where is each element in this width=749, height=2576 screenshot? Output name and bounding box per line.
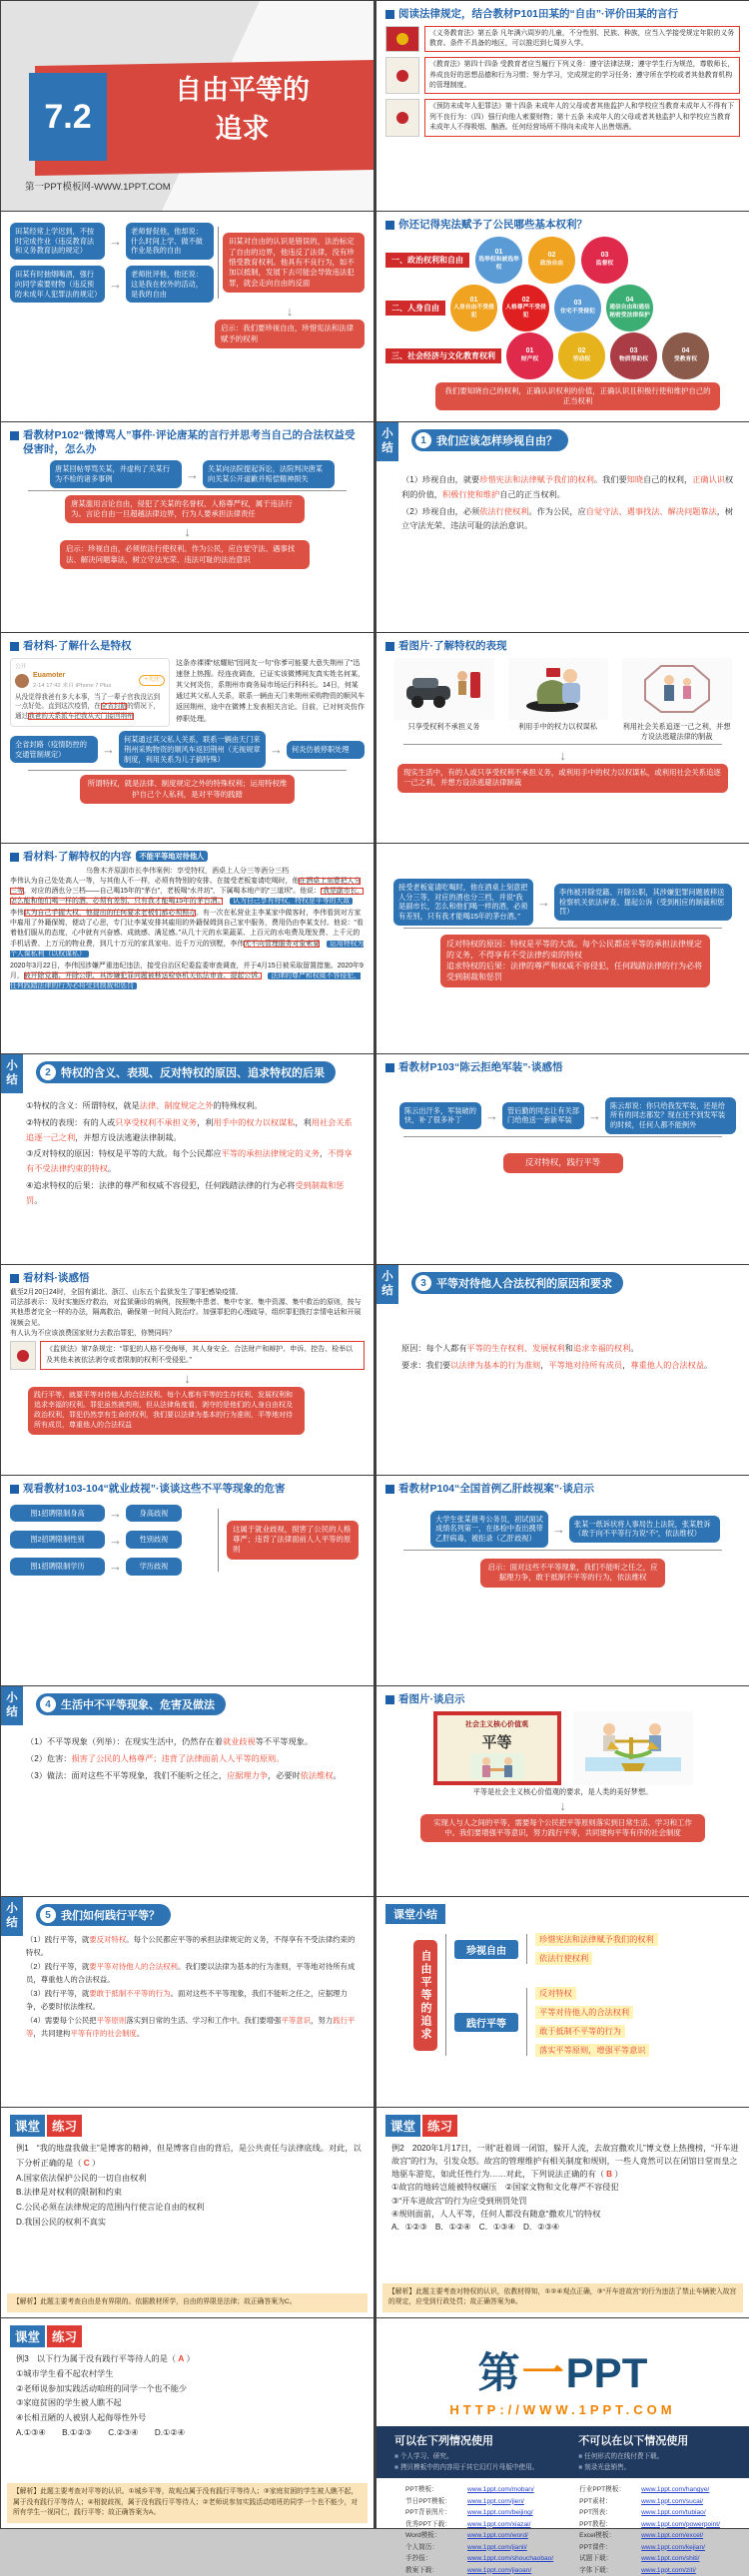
rights-group-label: 三、社会经济与文化教育权利 — [385, 348, 501, 363]
slide-summary-4[interactable] — [1, 1686, 374, 1896]
usage-band — [376, 2426, 749, 2478]
right-circle: 01 选举权和被选举权 — [475, 237, 522, 284]
title-bullet-icon — [385, 1063, 394, 1072]
case-subtitle: 乌鲁木齐原副市长李伟案例：享受特权，酒桌上人分三等酒分三档 — [86, 867, 289, 875]
link[interactable]: www.1ppt.com/jianli/ — [467, 2543, 527, 2551]
right-circle: 04 通信自由和通信秘密受法律保护 — [606, 285, 653, 331]
arrow-down-icon — [385, 749, 740, 762]
summary-title: 生活中不平等现象、危害及做法 — [61, 1699, 215, 1711]
flow-box: 何炎仿被停职处理 — [287, 741, 365, 759]
title-bullet-icon — [10, 642, 19, 651]
exercise-option[interactable]: ③家庭贫困的学生被人瞧不起 — [16, 2398, 122, 2408]
law-book-cover-prison-law — [10, 1341, 36, 1370]
summary-tab: 小结 — [1, 1686, 23, 1725]
summary-number: 4 — [40, 1696, 56, 1712]
summary-title-pill — [411, 1272, 623, 1294]
law-text: 《义务教育法》第五条 凡年满六周岁的儿童，不分性别、民族、种族，应当入学接受规定年限的义务教育。条件不具备的地区，可以推迟到七周岁入学。 — [424, 26, 740, 53]
handshake-illustration — [470, 1753, 524, 1779]
privilege-reason: 反对特权的原因：特权是平等的大敌。每个公民都应平等的承担法律规定的义务，不得享有不受法律约束的特权 — [446, 939, 702, 961]
answer-letter: C — [83, 2158, 90, 2168]
conclusion-box: 反对特权，践行平等 — [503, 1153, 623, 1173]
weibo-share-label: 公开 — [15, 663, 27, 670]
summary-paragraph: （2）危害：损害了公民的人格尊严；违背了法律面前人人平等的原则。 — [26, 1753, 285, 1763]
flow-box: 关某向法院提起诉讼，法院判决唐某向关某公开道歉并赔偿精神损失 — [203, 460, 335, 487]
link[interactable]: www.1ppt.com/powerpoint/ — [641, 2520, 720, 2528]
summary-title-pill — [411, 429, 568, 451]
link[interactable]: www.1ppt.com/shouchaobao/ — [467, 2555, 554, 2563]
conclusion-box: 启示：我们要珍视自由，珍惜宪法和法律赋予的权利 — [215, 320, 365, 348]
flow-box: 老师督促他，他却说：什么时间上学、做不做作业是我的自由 — [126, 223, 214, 260]
link[interactable]: www.1ppt.com/shiti/ — [641, 2555, 700, 2563]
link[interactable]: www.1ppt.com/excel/ — [641, 2532, 704, 2540]
summary-paragraph: （1）珍视自由，就要珍惜宪法和法律赋予我们的权利。我们要知晓自己的权利，正确认识权利的价值，积极行使和维护自己的正当权利。 — [401, 475, 734, 499]
conclusion-box: 实现人与人之间的平等，需要每个公民把平等原则落实到日常生活、学习和工作中。我们要增强平等意识，努力践行平等，共同建构平等有序的社会制度 — [420, 1814, 705, 1843]
cannot-use-item: ■ 刻录光盘销售。 — [578, 2462, 688, 2473]
weibo-username: Euamoter — [33, 672, 66, 680]
cartoon-caption: 利用社会关系追逐一己之利，并想方设法逃避法律的制裁 — [622, 721, 731, 741]
balance-scale-cartoon-image — [573, 1711, 693, 1785]
slide-title: 看材料·了解什么是特权 — [23, 640, 132, 652]
slide-exercise-1[interactable] — [1, 2108, 374, 2317]
can-use-item: ■ 拷贝模板中的内容用于其它幻灯片母版中使用。 — [394, 2462, 538, 2473]
analysis-box: 【解析】此题主要考查对平等的认识。①城乡平等，故观点属于没有践行平等待人；③家庭贫困的学生被人瞧不起，属于没有践行平等待人；④相貌歧视，属于没有践行平等待人；②老师说参加实践活动咱班的同学一个也不能少，对所有学生一视同仁，践行平等；故正确答案为A。 — [7, 2483, 368, 2523]
conclusion-box: 这属于就业歧视，损害了公民的人格尊严；违背了法律面前人人平等的原则 — [227, 1521, 359, 1560]
exercise-option[interactable]: A.①③④ B.①②③ C.②③④ D.①②④ — [16, 2427, 186, 2437]
conclusion-box: 现实生活中，有的人或只享受权利不承担义务，或利用手中的权力以权谋私，或利用社会关系追逐一己之利，并想方设法逃避法律制裁 — [397, 764, 728, 793]
summary-paragraph: 原因：每个人都有平等的生存权利、发展权利和追求幸福的权利。 — [401, 1344, 639, 1353]
summary-box: 我们要知晓自己的权利，正确认识权利的价值，正确认识且积极行使和维护自己的正当权利 — [435, 382, 720, 411]
arrow-right-icon — [186, 468, 199, 481]
arrow-right-icon — [109, 235, 122, 248]
analysis-box: 【解析】此题主要考查对特权的认识，依教材得知，①②④观点正确，③“开车进故宫”的行为违法了禁止车辆驶入故宫的规定，应受到行政处罚；故正确答案为B。 — [382, 2283, 743, 2312]
slide-exercise-2[interactable] — [376, 2108, 749, 2317]
brace-line — [403, 1136, 722, 1139]
slide-title: 看图片·了解特权的表现 — [398, 640, 507, 652]
tree-leaf: 落实平等原则，增强平等意识 — [535, 2044, 649, 2057]
case-paragraph: 2020年3月22日，李伟因涉嫌严重违纪违法，接受自治区纪委监委审查调查，并于4月15日被采取留置措施。2020年9月，被开除党籍、开除公职，其涉嫌犯罪问题被移送检察机关依法审查、提起公诉。 法律的尊严和权威不容侵犯，任何践踏法律的行为必将受到制裁和惩罚 — [10, 962, 364, 990]
cover-number: 7.2 — [29, 73, 107, 161]
law-text: 《教育法》第四十四条 受教育者应当履行下列义务：遵守法律法规；遵守学生行为规范，尊敬师长，养成良好的思想品德和行为习惯；努力学习，完成规定的学习任务；遵守所在学校或者其他教育机构的管理制度。 — [424, 57, 740, 94]
answer-letter: A — [178, 2354, 185, 2363]
national-emblem-icon — [17, 1350, 29, 1362]
weibo-post-card — [10, 658, 170, 728]
summary-title-pill — [36, 1904, 171, 1926]
cover-footer: 第一PPT模板网-WWW.1PPT.COM — [25, 182, 171, 193]
poster-line2: 平等 — [481, 1733, 512, 1751]
summary-paragraph: ③反对特权的原因：特权是平等的大敌。每个公民都应平等的承担法律规定的义务，不得享有不受法律约束的特权。 — [26, 1149, 353, 1174]
flow-box: 陈云出汗多，军装破的快，补了很多补丁 — [399, 1102, 481, 1129]
tree-node: 践行平等 — [454, 2013, 518, 2032]
summary-tab: 小结 — [1, 1054, 23, 1093]
flow-box: 性别歧视 — [126, 1531, 182, 1549]
brace-line — [526, 1934, 527, 1964]
summary-title: 我们如何践行平等？ — [61, 1910, 160, 1922]
right-circle: 03 住宅不受侵犯 — [554, 285, 601, 331]
arrow-right-icon — [102, 743, 115, 756]
avatar — [15, 674, 29, 688]
exercise-badge: 课堂 练习 — [10, 2115, 82, 2137]
flow-box: 老师批评他，他还说：这是我在校外的活动，是我的自由 — [126, 266, 214, 303]
slide-title: 看教材P104“全国首例乙肝歧视案”·谈启示 — [398, 1483, 595, 1495]
1ppt-logo: 第 一 PPT — [477, 2349, 648, 2396]
flow-box: 学历歧视 — [126, 1558, 182, 1576]
conclusion-box — [440, 935, 710, 987]
summary-paragraph: ②特权的表现：有的人或只享受权利不承担义务，利用手中的权力以权谋私，利用社会关系追逐一己之利，并想方设法逃避法律制裁。 — [26, 1117, 353, 1142]
national-emblem-icon — [396, 33, 408, 45]
privilege-consequence: 追求特权的后果：法律的尊严和权威不容侵犯，任何践踏法律的行为必将受到制裁和惩罚 — [446, 962, 702, 982]
flow-box: 大学生张某报考公务员，初试面试成绩名列第一，在体检中查出携带乙肝病毒，被拒录（乙肝歧视） — [430, 1511, 548, 1548]
right-circle: 04 受教育权 — [662, 332, 709, 379]
summary-paragraph: （1）践行平等，就要反对特权。每个公民都应平等的承担法律规定的义务，不得享有不受法律约束的特权。 — [26, 1935, 356, 1957]
note-tag: 不能平等地对待他人 — [136, 851, 209, 862]
law-book-cover-education — [385, 57, 419, 94]
flow-box: 图1招聘限制身高 — [10, 1505, 105, 1523]
slide-cover[interactable] — [1, 1, 374, 211]
core-values-poster-image — [433, 1711, 561, 1785]
brace-line — [28, 770, 347, 773]
link[interactable]: www.1ppt.com/word/ — [467, 2532, 528, 2540]
slide-privilege-what[interactable] — [1, 633, 374, 843]
slide-privilege-content[interactable] — [1, 844, 374, 1053]
link[interactable]: www.1ppt.com/jieri/ — [467, 2497, 524, 2505]
rights-group-label: 二、人身自由 — [385, 301, 445, 316]
arrow-right-icon — [109, 1507, 122, 1520]
flow-box: 唐某回帖辱骂关某，并虚构了关某行为不检的诸多事例 — [50, 460, 182, 487]
case-paragraph: 李伟认为自己手握大权，他提出的任何要求老板们都必须照办。有一次在私营业主李某家中做客时，李伟看到对方家中雇用了外籍保姆，便动了心思，专门让李某安排其雇用的外籍保姆到自己家中服务，费用仍由李某支付。他说：“看着他们服从的态度，心中就有兴奋感、成就感、满足感。”从几十元的水果蔬菜、上百元的水电费及理发费、上千元的手机话费、上万元的物业费，到几十万元的家具家电、近千万元的别墅，李伟无不向管理服务对象索要 运用特权为个人谋私利（以权谋私） — [10, 909, 365, 959]
arrow-down-icon — [385, 1799, 740, 1812]
pictures-caption: 平等是社会主义核心价值观的要求，是人类的美好梦想。 — [472, 1786, 653, 1796]
weibo-text: 从没觉得我爸有多大本事，当了一辈子官我没沾到一点好处。直到这次疫情，在全省封路的情况下，通过我爸的关系派车把我从天门接回荆州 — [15, 693, 161, 721]
exercise-option[interactable]: A.国家依法保护公民的一切自由权利 — [16, 2173, 147, 2183]
answer-letter: B — [606, 2170, 613, 2180]
title-bullet-icon — [385, 1485, 394, 1494]
case-paragraph: 司法部表示：及时实施医疗救治，对监狱确诊的病例，按照集中患者、集中专家、集中资源、集中救治的原则，按与其他患者完全一样的办法，隔离救治，确保第一时间入院治疗。加强罪犯的心理疏导，组织罪犯拨打亲情电话和开展视频会见。 — [10, 1299, 362, 1327]
title-bullet-icon — [385, 1695, 394, 1704]
conclusion-box: 启示：珍视自由，必须依法行使权利。作为公民，应自觉守法、遇事找法、解决问题靠法，树立守法光荣、违法可耻的法治意识 — [60, 540, 310, 569]
flow-box: 全省封路（疫情防控的交通管制规定） — [10, 736, 98, 763]
brace-line — [526, 1988, 527, 2056]
flow-box: 接受老板宴请吃喝时，他在酒桌上刻意把人分三等，对应的酒也分三档，并说“我是副市长，怎么和他们喝一样的酒，必须有差别，只有我才能喝15年的茅台酒。” — [393, 879, 533, 926]
tree-leaf: 平等对待他人的合法权利 — [535, 2006, 633, 2019]
follow-button[interactable]: +关注 — [139, 675, 165, 686]
summary-paragraph: （2）珍视自由，必须依法行使权利。作为公民，应自觉守法、遇事找法、解决问题靠法，树立守法光荣、违法可耻的法治意识。 — [401, 506, 734, 531]
prison-law-quote: 《监狱法》第7条规定：“罪犯的人格不受侮辱，其人身安全、合法财产和辩护、申诉、控告、检举以及其他未被依法剥夺或者限制的权利不受侵犯。” — [40, 1341, 365, 1370]
result-box: 唐某滥用言论自由，侵犯了关某的名誉权、人格尊严权，属于违法行为。言论自由一旦超越法律边界，行为人要承担法律责任 — [65, 495, 305, 524]
right-circle: 02 政治自由 — [528, 237, 575, 284]
exercise-question: 例3 以下行为属于没有践行平等待人的是（ A ） — [16, 2354, 195, 2363]
arrow-down-icon — [10, 525, 365, 538]
flow-box: 李伟被开除党籍、开除公职，其涉嫌犯罪问题被移送检察机关依法审查、提起公诉（受到相应的制裁和惩罚） — [554, 884, 732, 921]
flow-box: 张某一纸诉状将人事局告上法院，张某胜诉（敢于向不平等行为说“不”，依法维权） — [569, 1516, 720, 1543]
links-section: PPT模板： www.1ppt.com/moban/ 节日PPT模板： www.1ppt.com/jieri/ PPT背景图片： www.1ppt.com/beijing/ 优秀PPT下载： www.1ppt.com/xiazai/ Word模板： www.1ppt.com/word/ 个人简历： www.1ppt.com/jianli/ 手抄报： www.1ppt.com/shouchaobao/ 教案下载： www.1ppt.com/jiaoan/ 行业PPT模板： www.1ppt.com/hangye/ PPT素材： www.1ppt.com/sucai/ PPT图表： www.1ppt.com/tubiao/ PPT教程： www.1ppt.com/powerpoint/ Excel模板： www.1ppt.com/excel/ PPT课件： www.1ppt.com/kejian/ 试题下载： www.1ppt.com/shiti/ 字体下载： www.1ppt.com/ziti/ — [376, 2484, 749, 2576]
conclusion-box: 启示：面对这些不平等现象，我们不能听之任之，应据理力争，敢于抵制不平等的行为，依法维权 — [480, 1559, 665, 1588]
exercise-option[interactable]: ①城市学生看不起农村学生 — [16, 2368, 114, 2378]
exercise-option[interactable]: ③“开车进故宫”的行为应受到刑罚处罚 — [391, 2196, 527, 2206]
arrow-right-icon — [270, 743, 283, 756]
summary-tab: 小结 — [376, 1265, 398, 1304]
flow-box: 陈云却说：你只给我发军装，还是给所有的同志都发？现在还不到发军装的时候，任何人都不能例外 — [605, 1097, 736, 1134]
slide-lesson-summary[interactable] — [376, 1897, 749, 2107]
tree-leaf: 珍惜宪法和法律赋予我们的权利 — [535, 1933, 658, 1946]
law-text: 《预防未成年人犯罪法》第十四条 未成年人的父母或者其他监护人和学校应当教育未成年人不得有下列不良行为：（四）强行向他人索要财物；第十五条 未成年人的父母或者其他监护人和学校应当教育未成年人不得吸烟、酗酒。任何经营场所不得向未成年人出售烟酒。 — [424, 99, 740, 136]
slide-summary-2[interactable] — [1, 1054, 374, 1264]
national-emblem-icon — [396, 112, 408, 124]
link[interactable]: www.1ppt.com/tubiao/ — [641, 2509, 706, 2517]
arrow-right-icon — [109, 278, 122, 291]
slide-liwei-flow[interactable] — [376, 844, 749, 1053]
title-bullet-icon — [385, 221, 394, 230]
case-paragraph: 截至2月20日24时，全国有湖北、浙江、山东五个监狱发生了罪犯感染疫情。 — [10, 1288, 243, 1296]
summary-number: 2 — [40, 1064, 56, 1080]
link[interactable]: www.1ppt.com/sucai/ — [641, 2497, 704, 2505]
exercise-badge: 课堂 练习 — [385, 2115, 457, 2137]
tree-leaf: 反对特权 — [535, 1987, 576, 2000]
arrow-right-icon — [588, 1109, 601, 1122]
title-bullet-icon — [10, 1274, 19, 1283]
brace-line — [218, 227, 219, 299]
summary-number: 3 — [415, 1275, 431, 1291]
brace-line — [403, 744, 722, 747]
brace-line — [403, 1550, 722, 1553]
tree-root: 自由平等的追求 — [413, 1940, 437, 2051]
exercise-option[interactable]: ④长相丑陋的人被别人起侮辱性外号 — [16, 2413, 147, 2423]
slide-brand[interactable] — [376, 2318, 749, 2574]
exercise-badge: 课堂 练习 — [10, 2325, 82, 2347]
slide-hepatitis[interactable] — [376, 1476, 749, 1685]
cover-title-line2: 追求 — [215, 114, 270, 145]
arrow-down-icon — [10, 1372, 365, 1385]
summary-paragraph: ④追求特权的后果：法律的尊严和权威不容侵犯，任何践踏法律的行为必将受到制裁和惩罚。 — [26, 1180, 345, 1205]
law-book-cover-compulsory-education — [385, 26, 419, 53]
cartoon-caption: 只享受权利不承担义务 — [407, 721, 480, 731]
link[interactable]: www.1ppt.com/moban/ — [467, 2486, 534, 2493]
summary-title: 我们应该怎样珍视自由？ — [436, 435, 557, 447]
slide-discrimination[interactable] — [1, 1476, 374, 1685]
exercise-option[interactable]: A．①②③ B．①②④ C．①③④ D．②③④ — [391, 2222, 560, 2232]
summary-tab: 小结 — [1, 1897, 23, 1936]
link[interactable]: www.1ppt.com/hangye/ — [641, 2486, 710, 2493]
link[interactable]: www.1ppt.com/ziti/ — [641, 2566, 696, 2574]
exercise-option[interactable]: B.法律是对权利的限制和约束 — [16, 2188, 122, 2198]
summary-paragraph: ①特权的含义：所谓特权，就是法律、制度规定之外的特殊权利。 — [26, 1101, 263, 1110]
summary-paragraph: 要求：我们要以法律为基本的行为准则，平等地对待所有成员，尊重他人的合法权益。 — [401, 1360, 713, 1370]
summary-number: 5 — [40, 1907, 56, 1923]
slide-title: 看教材P102“微博骂人”事件·评论唐某的言行并思考当自己的合法权益受侵害时，怎么办 — [23, 429, 356, 455]
slide-title: 看图片·谈启示 — [398, 1693, 465, 1705]
link[interactable]: www.1ppt.com/beijing/ — [467, 2509, 533, 2517]
slide-title: 看材料·了解特权的内容 — [23, 851, 132, 863]
result-box: 田某对自由的认识是错误的，法治标定了自由的边界，他违反了法律，没有珍惜受教育权利。他具有不良行为，如不加以抵制，发展下去可能会导致违法犯罪，就会走向自由的反面 — [223, 233, 365, 293]
slide-tianmou-flow[interactable] — [1, 212, 374, 421]
slide-chenyun[interactable] — [376, 1054, 749, 1264]
summary-paragraph: （4）需要每个公民把平等原则落实到日常的生活、学习和工作中。我们要增强平等意识，努力践行平等，共同建构平等有序的社会制度。 — [26, 2016, 356, 2039]
cartoon-rights-without-duties-image — [394, 658, 494, 720]
case-question: 有人认为不应该浪费国家财力去救治罪犯，你赞同吗？ — [10, 1330, 176, 1338]
title-bullet-icon — [10, 853, 19, 862]
slide-summary-3[interactable] — [376, 1265, 749, 1475]
rights-group-label: 一、政治权利和自由 — [385, 253, 469, 268]
cartoon-caption: 利用手中的权力以权谋私 — [517, 721, 598, 731]
cover-title — [119, 71, 366, 149]
law-book-cover-juvenile-crime-prevention — [385, 99, 419, 136]
lesson-summary-header: 课堂小结 — [385, 1904, 445, 1924]
right-circle: 02 劳动权 — [558, 332, 605, 379]
arrow-right-icon — [552, 1523, 565, 1536]
slide-summary-5[interactable] — [1, 1897, 374, 2107]
slide-title: 阅读法律规定，结合教材P101田某的“自由”·评价田某的言行 — [398, 8, 679, 20]
arrow-down-icon — [215, 305, 365, 318]
arrow-right-icon — [485, 1109, 498, 1122]
flow-box: 图2招聘限制性别 — [10, 1531, 105, 1549]
summary-paragraph: （2）践行平等，就要平等对待他人的合法权利。我们要以法律为基本的行为准则，平等地对待所有成员，尊重他人的合法权益。 — [26, 1962, 356, 1984]
poster-line1: 社会主义核心价值观 — [465, 1720, 528, 1728]
tree-leaf: 依法行使权利 — [535, 1952, 592, 1965]
slide-exercise-3[interactable] — [1, 2318, 374, 2528]
summary-title: 特权的含义、表现、反对特权的原因、追求特权的后果 — [61, 1067, 325, 1079]
title-bullet-icon — [10, 431, 19, 440]
brace-line — [28, 490, 347, 493]
right-circle: 01 人身自由不受侵犯 — [450, 285, 497, 331]
flow-box: 图1招聘限制学历 — [10, 1558, 105, 1576]
cannot-use-title: 不可以在以下情况使用 — [578, 2435, 689, 2447]
slide-title: 看教材P103“陈云拒绝军装”·谈感悟 — [398, 1061, 563, 1073]
summary-title-pill — [36, 1693, 226, 1715]
1ppt-url[interactable]: HTTP://WWW.1PPT.COM — [449, 2402, 676, 2417]
flow-box: 田某有时抽烟喝酒，强行向同学索要财物（违反预防未成年人犯罪法的规定） — [10, 266, 105, 303]
conclusion-box: 所谓特权，就是法律、制度规定之外的特殊权利；运用特权维护自己个人私利，是对平等的践踏 — [80, 775, 295, 804]
summary-title-pill — [36, 1061, 336, 1083]
weibo-meta: 2-14 17:42 来自 iPhone 7 Plus — [33, 682, 112, 689]
slide-title: 看材料·谈感悟 — [23, 1272, 90, 1284]
exercise-question: 例2 2020年1月17日，一则“赶着周一闭馆，躲开人流，去故宫撒欢儿”博文登上热搜榜，“开车进故宫”的行为，引发众怒。故宫的管理维护有相关制度和规则，一些人竟然可以在闭馆日堂而皇之地驱车游览，如此任性行为……对此，下列说法正确的有（ B ） — [391, 2144, 739, 2180]
national-emblem-icon — [396, 70, 408, 82]
slide-equality-pics[interactable] — [376, 1686, 749, 1896]
slide-rights[interactable] — [376, 212, 749, 421]
tree-leaf: 敢于抵制不平等的行为 — [535, 2025, 625, 2038]
link[interactable]: www.1ppt.com/jiaoan/ — [467, 2566, 532, 2574]
slide-privilege-pics[interactable] — [376, 633, 749, 843]
flow-box: 身高歧视 — [126, 1505, 182, 1523]
summary-title: 平等对待他人合法权利的原因和要求 — [436, 1278, 612, 1290]
can-use-title: 可以在下列情况使用 — [394, 2435, 493, 2447]
brace-line — [403, 928, 722, 931]
flow-box: 管后勤的同志让有关部门给他送一套新军装 — [502, 1102, 584, 1129]
summary-paragraph: （3）做法：面对这些不平等现象，我们不能听之任之，应据理力争，必要时依法维权。 — [26, 1770, 342, 1780]
summary-paragraph: （3）践行平等，就要敢于抵制不平等的行为。面对这些不平等现象，我们不能听之任之，应据理力争，必要时依法维权。 — [26, 1989, 348, 2011]
exercise-option[interactable]: ④规则面前，人人平等，任何人都没有随意“撒欢儿”的特权 — [391, 2209, 601, 2219]
cannot-use-item: ■ 任何形式的在线付费下载。 — [578, 2451, 688, 2462]
exercise-option[interactable]: C.公民必须在法律规定的范围内行使言论自由的权利 — [16, 2203, 205, 2213]
right-circle: 02 人格尊严不受侵犯 — [502, 285, 549, 331]
arrow-right-icon — [109, 1560, 122, 1573]
slide-title: 观看教材103-104“就业歧视”·谈谈这些不平等现象的危害 — [23, 1483, 286, 1495]
title-bullet-icon — [10, 1485, 19, 1494]
summary-paragraph: （1）不平等现象（列举）：在现实生活中，仍然存在着就业歧视等不平等现象。 — [26, 1737, 314, 1746]
arrow-right-icon — [537, 896, 550, 909]
news-paragraph: 这条赤裸裸“炫耀贴”因网友一句“你爹可能要大意失荆州了”迅速登上热搜。经连夜调查，已证实该微博网友真实姓名何某，其父何炎仿，系荆州市商务局市场运行科科长。14日，何某通过其父私人关系，联系一辆由天门来荆州采购物资的顺风车返回荆州，途中在微博上发表相关言论。目前，已对何炎仿作停职处理。 — [176, 659, 365, 723]
link[interactable]: www.1ppt.com/kejian/ — [641, 2543, 705, 2551]
right-circle: 01 财产权 — [506, 332, 553, 379]
slide-title: 你还记得宪法赋予了公民哪些基本权利？ — [398, 219, 587, 231]
exercise-option[interactable]: ①故宫的地砖岂能被特权碾压 ②国家文物和文化尊严不容侵犯 — [391, 2183, 619, 2193]
tree-node: 珍视自由 — [454, 1940, 518, 1959]
flow-box: 田某经常上学迟到，不按时完成作业（违反教育法和义务教育法的规定） — [10, 223, 105, 260]
brace-line — [218, 1509, 219, 1572]
cartoon-evade-law-image — [622, 658, 732, 720]
slide-weibo-tangmou[interactable] — [1, 422, 374, 632]
title-bullet-icon — [385, 10, 394, 19]
arrow-right-icon — [109, 1534, 122, 1547]
brace-line — [445, 1934, 446, 2056]
summary-tab: 小结 — [376, 422, 398, 461]
can-use-item: ■ 个人学习、研究。 — [394, 2451, 538, 2462]
case-paragraph: 李伟认为自己处处高人一等，与其他人不一样，必须有特别的安排。在接受老板宴请吃喝时，他在酒桌上刻意把人分三等，对应的酒也分三档——自己喝15年的“茅台”，老板喝“水井坊”，下属喝本地产的“三道坝”。他说：“我是副市长，怎么能和他们喝一样的酒，必须有差别，只有我才能喝15年的茅台酒。” 认为自己享有特权，特权是平等的大敌 — [10, 877, 365, 906]
right-circle: 03 物质帮助权 — [610, 332, 657, 379]
slide-summary-1[interactable] — [376, 422, 749, 632]
cover-title-line1: 自由平等的 — [175, 75, 310, 105]
title-bullet-icon — [385, 642, 394, 651]
exercise-option[interactable]: D.我国公民的权利不真实 — [16, 2217, 107, 2227]
exercise-option[interactable]: ②老师说参加实践活动咱班的同学一个也不能少 — [16, 2383, 188, 2393]
link[interactable]: www.1ppt.com/xiazai/ — [467, 2520, 531, 2528]
summary-number: 1 — [415, 432, 431, 448]
cartoon-abuse-of-power-image — [508, 658, 608, 720]
slide-laws[interactable] — [376, 1, 749, 211]
right-circle: 03 监督权 — [581, 237, 628, 284]
conclusion-box: 践行平等，就要平等对待他人的合法权利。每个人都有平等的生存权利、发展权利和追求幸福的权利。罪犯虽然被判刑，但从法律角度看，剥夺的是他们的人身自由权及政治权利，罪犯仍然享有生命的权利，我们要以法律为基本的行为准则，平等地对待所有成员，尊重他人的合法权益 — [28, 1387, 305, 1434]
analysis-box: 【解析】此题主要考查自由是有界限的。依据教材所学，自由的界限是法律；故正确答案为C。 — [7, 2293, 368, 2312]
exercise-question: 例1 “我的地盘我做主”是博客的精神，但是博客自由的背后，是公共责任与法律底线。对此，以下分析正确的是（ C ） — [16, 2144, 362, 2168]
slide-prison[interactable] — [1, 1265, 374, 1475]
flow-box: 何某通过其父私人关系，联系一辆由天门来荆州采购物资的顺风车返回荆州（无视规章制度，利用关系为儿子搞特殊） — [119, 731, 266, 768]
